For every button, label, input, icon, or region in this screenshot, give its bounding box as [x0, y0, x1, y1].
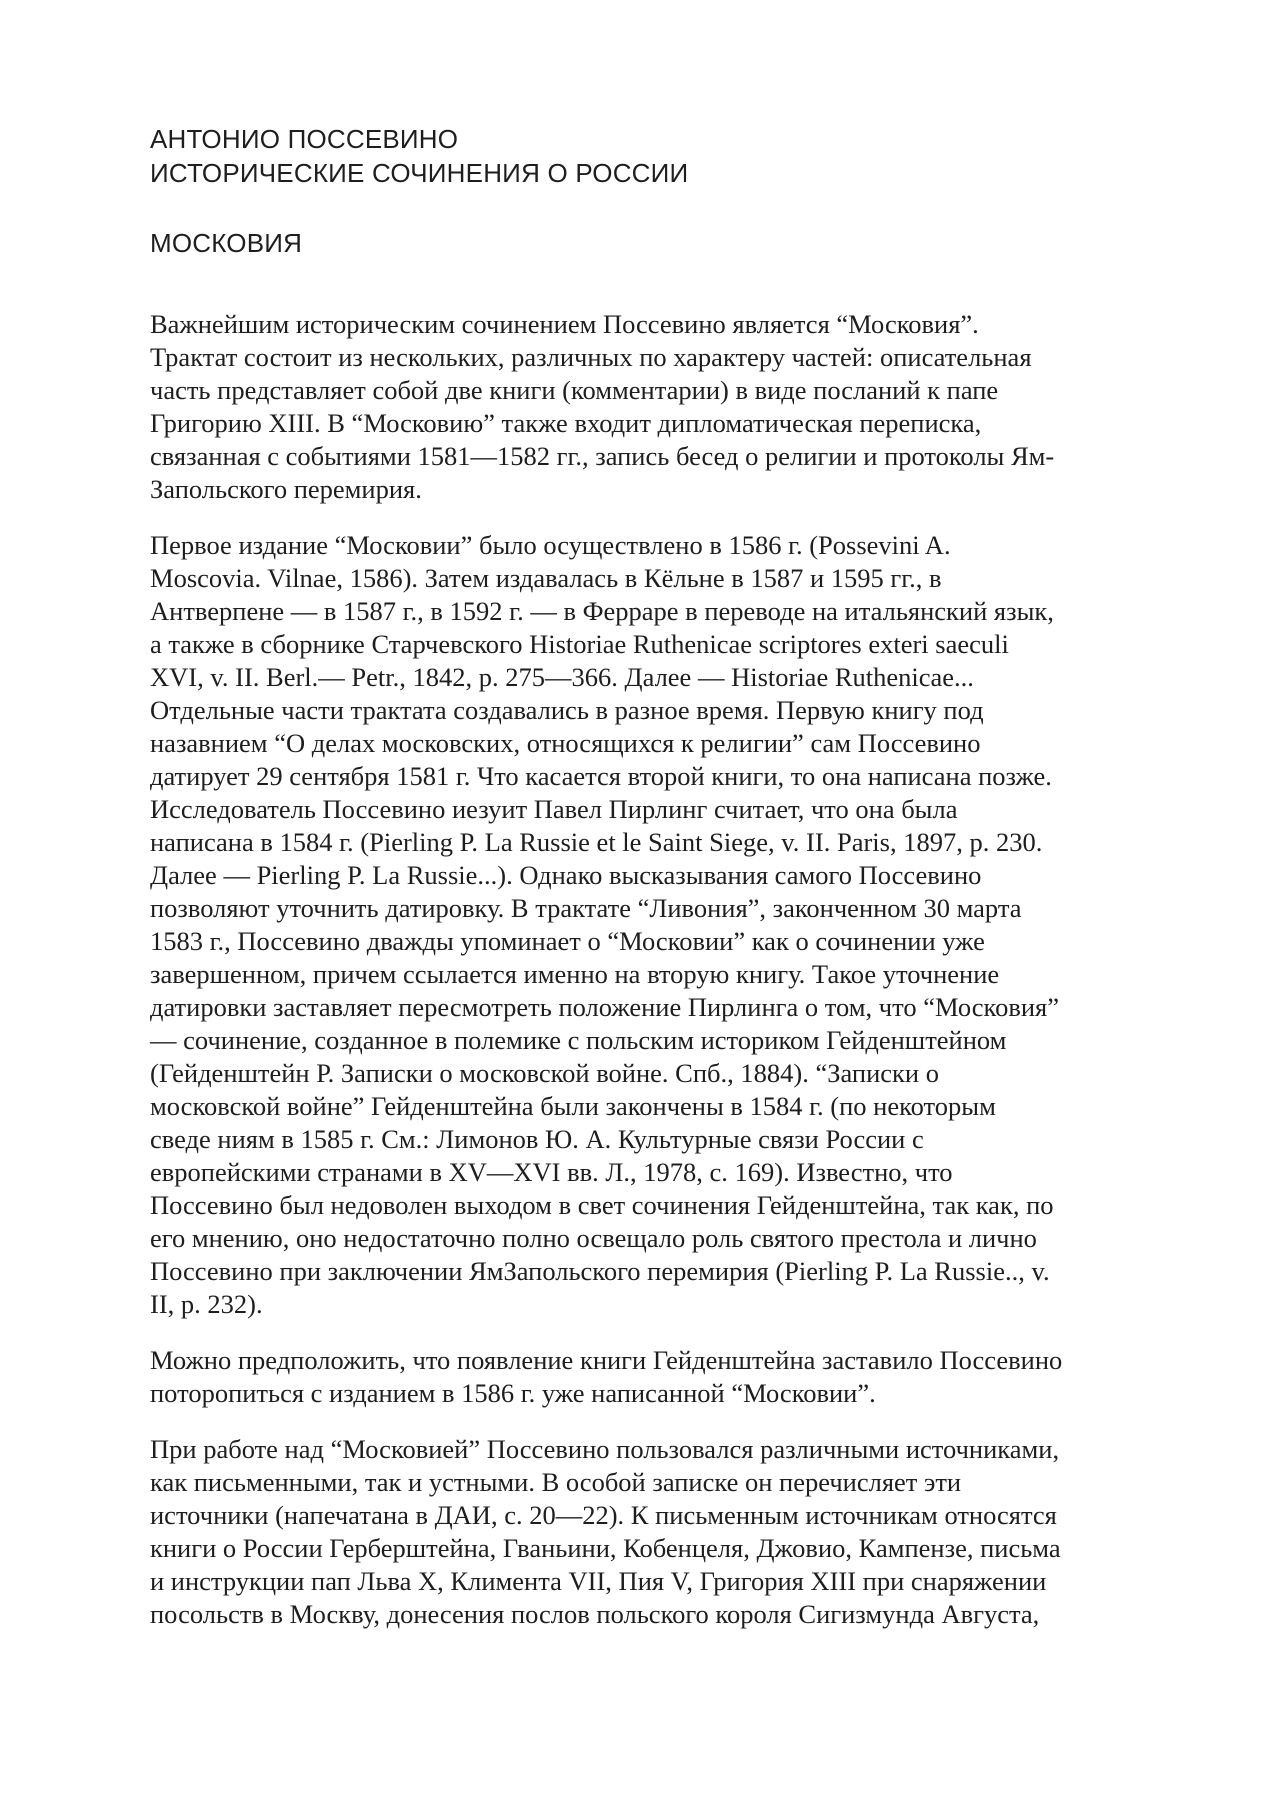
text-line: поторопиться с изданием в 1586 г. уже написанной “Московии”.	[150, 1378, 876, 1408]
text-line: Поссевино был недоволен выходом в свет сочинения Гейденштейна, так как, по	[150, 1190, 1054, 1220]
text-line: и инструкции пап Льва X, Климента VII, Пия V, Григория XIII при снаряжении	[150, 1566, 1047, 1596]
document-title: ИСТОРИЧЕСКИЕ СОЧИНЕНИЯ О РОССИИ	[150, 158, 689, 188]
text-line: книги о России Герберштейна, Гваньини, Кобенцеля, Джовио, Кампензе, письма	[150, 1533, 1061, 1563]
text-line: как письменными, так и устными. В особой записке он перечисляет эти	[150, 1467, 962, 1497]
text-line: — сочинение, созданное в полемике с польским историком Гейденштейном	[150, 1025, 1007, 1055]
text-line: назавнием “О делах московских, относящихся к религии” сам Поссевино	[150, 728, 981, 758]
section-title: МОСКОВИЯ	[150, 228, 303, 258]
text-line: источники (напечатана в ДАИ, с. 20—22). К письменным источникам относятся	[150, 1500, 1057, 1530]
text-line: сведе ниям в 1585 г. См.: Лимонов Ю. А. Культурные связи России с	[150, 1124, 924, 1154]
text-line: а также в сборнике Старчевского Historiae Ruthenicae scriptores exteri saeculi	[150, 629, 1009, 659]
text-line: Поссевино при заключении ЯмЗапольского перемирия (Pierling P. La Russie.., v.	[150, 1256, 1050, 1286]
text-line: 1583 г., Поссевино дважды упоминает о “Московии” как о сочинении уже	[150, 926, 985, 956]
text-line: датирует 29 сентября 1581 г. Что касается второй книги, то она написана позже.	[150, 761, 1052, 791]
text-line: Исследователь Поссевино иезуит Павел Пирлинг считает, что она была	[150, 794, 958, 824]
paragraph	[150, 1344, 1190, 1410]
title-block	[150, 122, 1190, 190]
text-line: датировки заставляет пересмотреть положение Пирлинга о том, что “Московия”	[150, 992, 1059, 1022]
text-line: Можно предположить, что появление книги Гейденштейна заставило Поссевино	[150, 1345, 1063, 1375]
text-line: написана в 1584 г. (Pierling P. La Russie et le Saint Siege, v. II. Paris, 1897, p. 230.	[150, 827, 1043, 857]
text-line: его мнению, оно недостаточно полно освещало роль святого престола и лично	[150, 1223, 1037, 1253]
paragraph	[150, 308, 1190, 506]
author-heading: АНТОНИО ПОССЕВИНО	[150, 124, 459, 154]
paragraph	[150, 1433, 1190, 1631]
text-line: московской войне” Гейденштейна были закончены в 1584 г. (по некоторым	[150, 1091, 996, 1121]
body-text	[150, 308, 1190, 1631]
text-line: Григорию XIII. В “Московию” также входит дипломатическая переписка,	[150, 408, 982, 438]
text-line: Трактат состоит из нескольких, различных по характеру частей: описательная	[150, 342, 1032, 372]
text-line: Moscovia. Vilnae, 1586). Затем издавалась в Кёльне в 1587 и 1595 гг., в	[150, 563, 942, 593]
text-line: позволяют уточнить датировку. В трактате “Ливония”, законченном 30 марта	[150, 893, 1022, 923]
text-line: часть представляет собой две книги (комментарии) в виде посланий к папе	[150, 375, 999, 405]
text-line: При работе над “Московией” Поссевино пользовался различными источниками,	[150, 1434, 1060, 1464]
document-page	[150, 122, 1190, 1654]
text-line: посольств в Москву, донесения послов польского короля Сигизмунда Августа,	[150, 1599, 1040, 1629]
text-line: II, p. 232).	[150, 1289, 263, 1319]
text-line: связанная с событиями 1581—1582 гг., запись бесед о религии и протоколы Ям-	[150, 441, 1055, 471]
text-line: Запольского перемирия.	[150, 474, 422, 504]
text-line: Важнейшим историческим сочинением Поссевино является “Московия”.	[150, 309, 979, 339]
text-line: европейскими странами в XV—XVI вв. Л., 1978, с. 169). Известно, что	[150, 1157, 953, 1187]
text-line: XVI, v. II. Berl.— Petr., 1842, p. 275—366. Далее — Historiae Ruthenicae...	[150, 662, 974, 692]
text-line: Антверпене — в 1587 г., в 1592 г. — в Ферраре в переводе на итальянский язык,	[150, 596, 1054, 626]
text-line: Первое издание “Московии” было осуществлено в 1586 г. (Possevini A.	[150, 530, 951, 560]
text-line: завершенном, причем ссылается именно на вторую книгу. Такое уточнение	[150, 959, 1000, 989]
text-line: Отдельные части трактата создавались в разное время. Первую книгу под	[150, 695, 984, 725]
text-line: Далее — Pierling P. La Russie...). Однако высказывания самого Поссевино	[150, 860, 982, 890]
paragraph	[150, 529, 1190, 1321]
text-line: (Гейденштейн Р. Записки о московской войне. Спб., 1884). “Записки о	[150, 1058, 939, 1088]
